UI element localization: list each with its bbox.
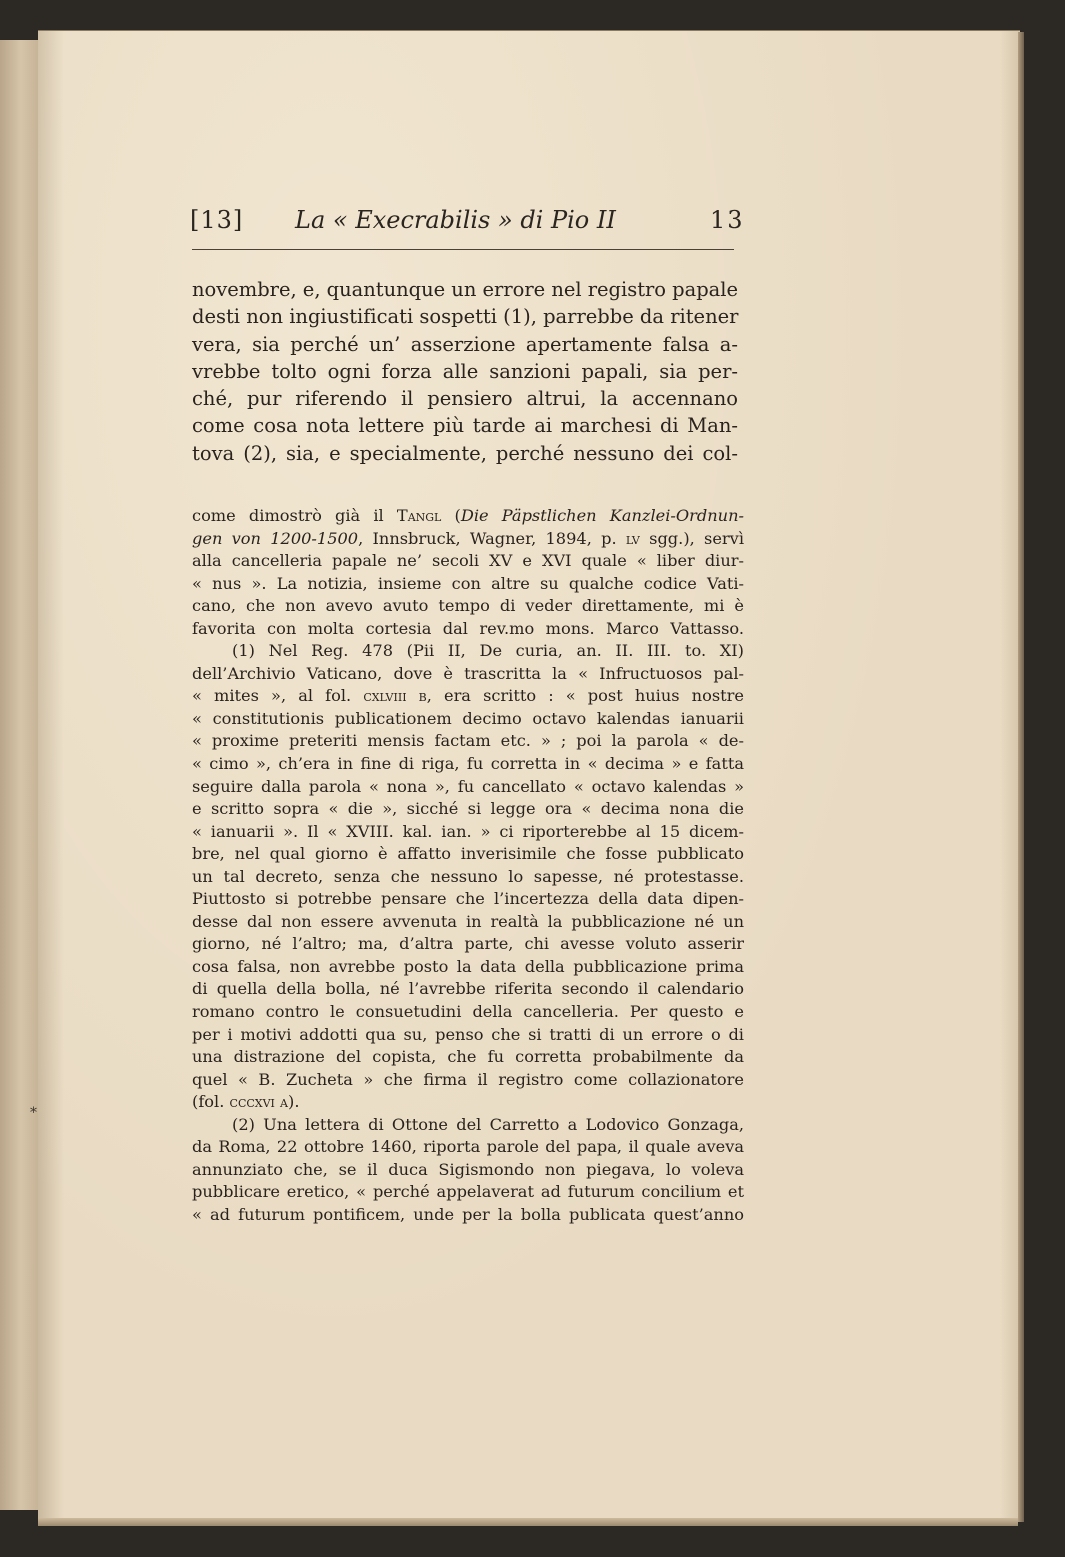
footnote-line: una distrazione del copista, che fu corretta probabilmente da xyxy=(192,1047,744,1067)
footnote-line: cano, che non avevo avuto tempo di veder direttamente, mi è xyxy=(192,596,744,616)
footnote-line: per i motivi addotti qua su, penso che si tratti di un errore o di xyxy=(192,1024,744,1044)
footnote-line: cosa falsa, non avrebbe posto la data della pubblicazione prima xyxy=(192,956,744,976)
footnote-line: romano contro le consuetudini della cancelleria. Per questo e xyxy=(192,1002,744,1022)
main-line: ché, pur riferendo il pensiero altrui, la accennano xyxy=(192,387,738,411)
footnote-line: e scritto sopra « die », sicché si legge ora « decima nona die xyxy=(192,799,744,819)
footnote-2-start: (2) Una lettera di Ottone del Carretto a Lodovico Gonzaga, xyxy=(232,1114,744,1134)
footnote-line: seguire dalla parola « nona », fu cancellato « octavo kalendas » xyxy=(192,776,744,796)
footnote-line: gen von 1200-1500, Innsbruck, Wagner, 1894, p. lv sgg.), servì xyxy=(192,528,744,548)
footnote-line: « constitutionis publicationem decimo octavo kalendas ianuarii xyxy=(192,708,744,728)
footnote-line: pubblicare eretico, « perché appelaverat ad futurum concilium et xyxy=(192,1182,744,1202)
footnote-line: alla cancelleria papale ne’ secoli XV e XVI quale « liber diur- xyxy=(192,551,744,571)
main-line: vera, sia perché un’ asserzione apertamente falsa a- xyxy=(192,332,738,356)
page-bracket-number: [13] xyxy=(190,206,244,234)
footnote-line: « cimo », ch’era in fine di riga, fu corretta in « decima » e fatta xyxy=(192,754,744,774)
footnote-1-start: (1) Nel Reg. 478 (Pii II, De curia, an. II. III. to. XI) xyxy=(232,641,744,661)
footnote-line: da Roma, 22 ottobre 1460, riporta parole del papa, il quale aveva xyxy=(192,1137,744,1157)
footnote-line: « nus ». La notizia, insieme con altre su qualche codice Vati- xyxy=(192,573,744,593)
footnote-line: di quella della bolla, né l’avrebbe riferita secondo il calendario xyxy=(192,979,744,999)
header-rule xyxy=(192,249,734,250)
footnote-line: annunziato che, se il duca Sigismondo non piegava, lo voleva xyxy=(192,1159,744,1179)
main-text xyxy=(192,276,738,467)
main-line: novembre, e, quantunque un errore nel registro papale xyxy=(192,278,738,301)
footnote-line: giorno, né l’altro; ma, d’altra parte, chi avesse voluto asserir xyxy=(192,934,744,954)
footnote-line: come dimostrò già il Tangl (Die Päpstlichen Kanzlei-Ordnun- xyxy=(192,506,744,525)
footnote-line: « proxime preteriti mensis factam etc. » ; poi la parola « de- xyxy=(192,731,744,751)
main-line: vrebbe tolto ogni forza alle sanzioni papali, sia per- xyxy=(192,359,738,383)
footnote-line: « ianuarii ». Il « XVIII. kal. ian. » ci riporterebbe al 15 dicem- xyxy=(192,821,744,841)
footnote-line: (fol. cccxvi a). xyxy=(192,1092,300,1112)
page-right-edge xyxy=(1018,32,1024,1522)
page-number: 13 xyxy=(710,206,745,234)
main-line: come cosa nota lettere più tarde ai marchesi di Man- xyxy=(192,414,738,438)
margin-mark: * xyxy=(30,1105,37,1121)
footnote-line: « ad futurum pontificem, unde per la bolla publicata quest’anno xyxy=(192,1204,744,1224)
footnote-line: bre, nel qual giorno è affatto inverisimile che fosse pubblicato xyxy=(192,844,744,864)
footnote-line: Piuttosto si potrebbe pensare che l’incertezza della data dipen- xyxy=(192,889,744,909)
main-line: desti non ingiustificati sospetti (1), parrebbe da ritener xyxy=(192,305,739,329)
footnote-line: un tal decreto, senza che nessuno lo sapesse, né protestasse. xyxy=(192,866,744,886)
running-title: La « Execrabilis » di Pio II xyxy=(295,206,616,234)
footnote-line: quel « B. Zucheta » che firma il registro come collazionatore xyxy=(192,1069,744,1089)
footnotes xyxy=(192,505,744,1227)
main-line: tova (2), sia, e specialmente, perché nessuno dei col- xyxy=(192,441,738,465)
footnote-line: favorita con molta cortesia dal rev.mo mons. Marco Vattasso. xyxy=(192,618,744,638)
footnote-line: desse dal non essere avvenuta in realtà la pubblicazione né un xyxy=(192,911,744,931)
page-bottom-edge xyxy=(38,1518,1018,1526)
left-page-edge xyxy=(0,40,38,1510)
footnote-line: « mites », al fol. cxlviii b, era scritto : « post huius nostre xyxy=(192,686,744,706)
footnote-line: dell’Archivio Vaticano, dove è trascritta la « Infructuosos pal- xyxy=(192,663,744,683)
